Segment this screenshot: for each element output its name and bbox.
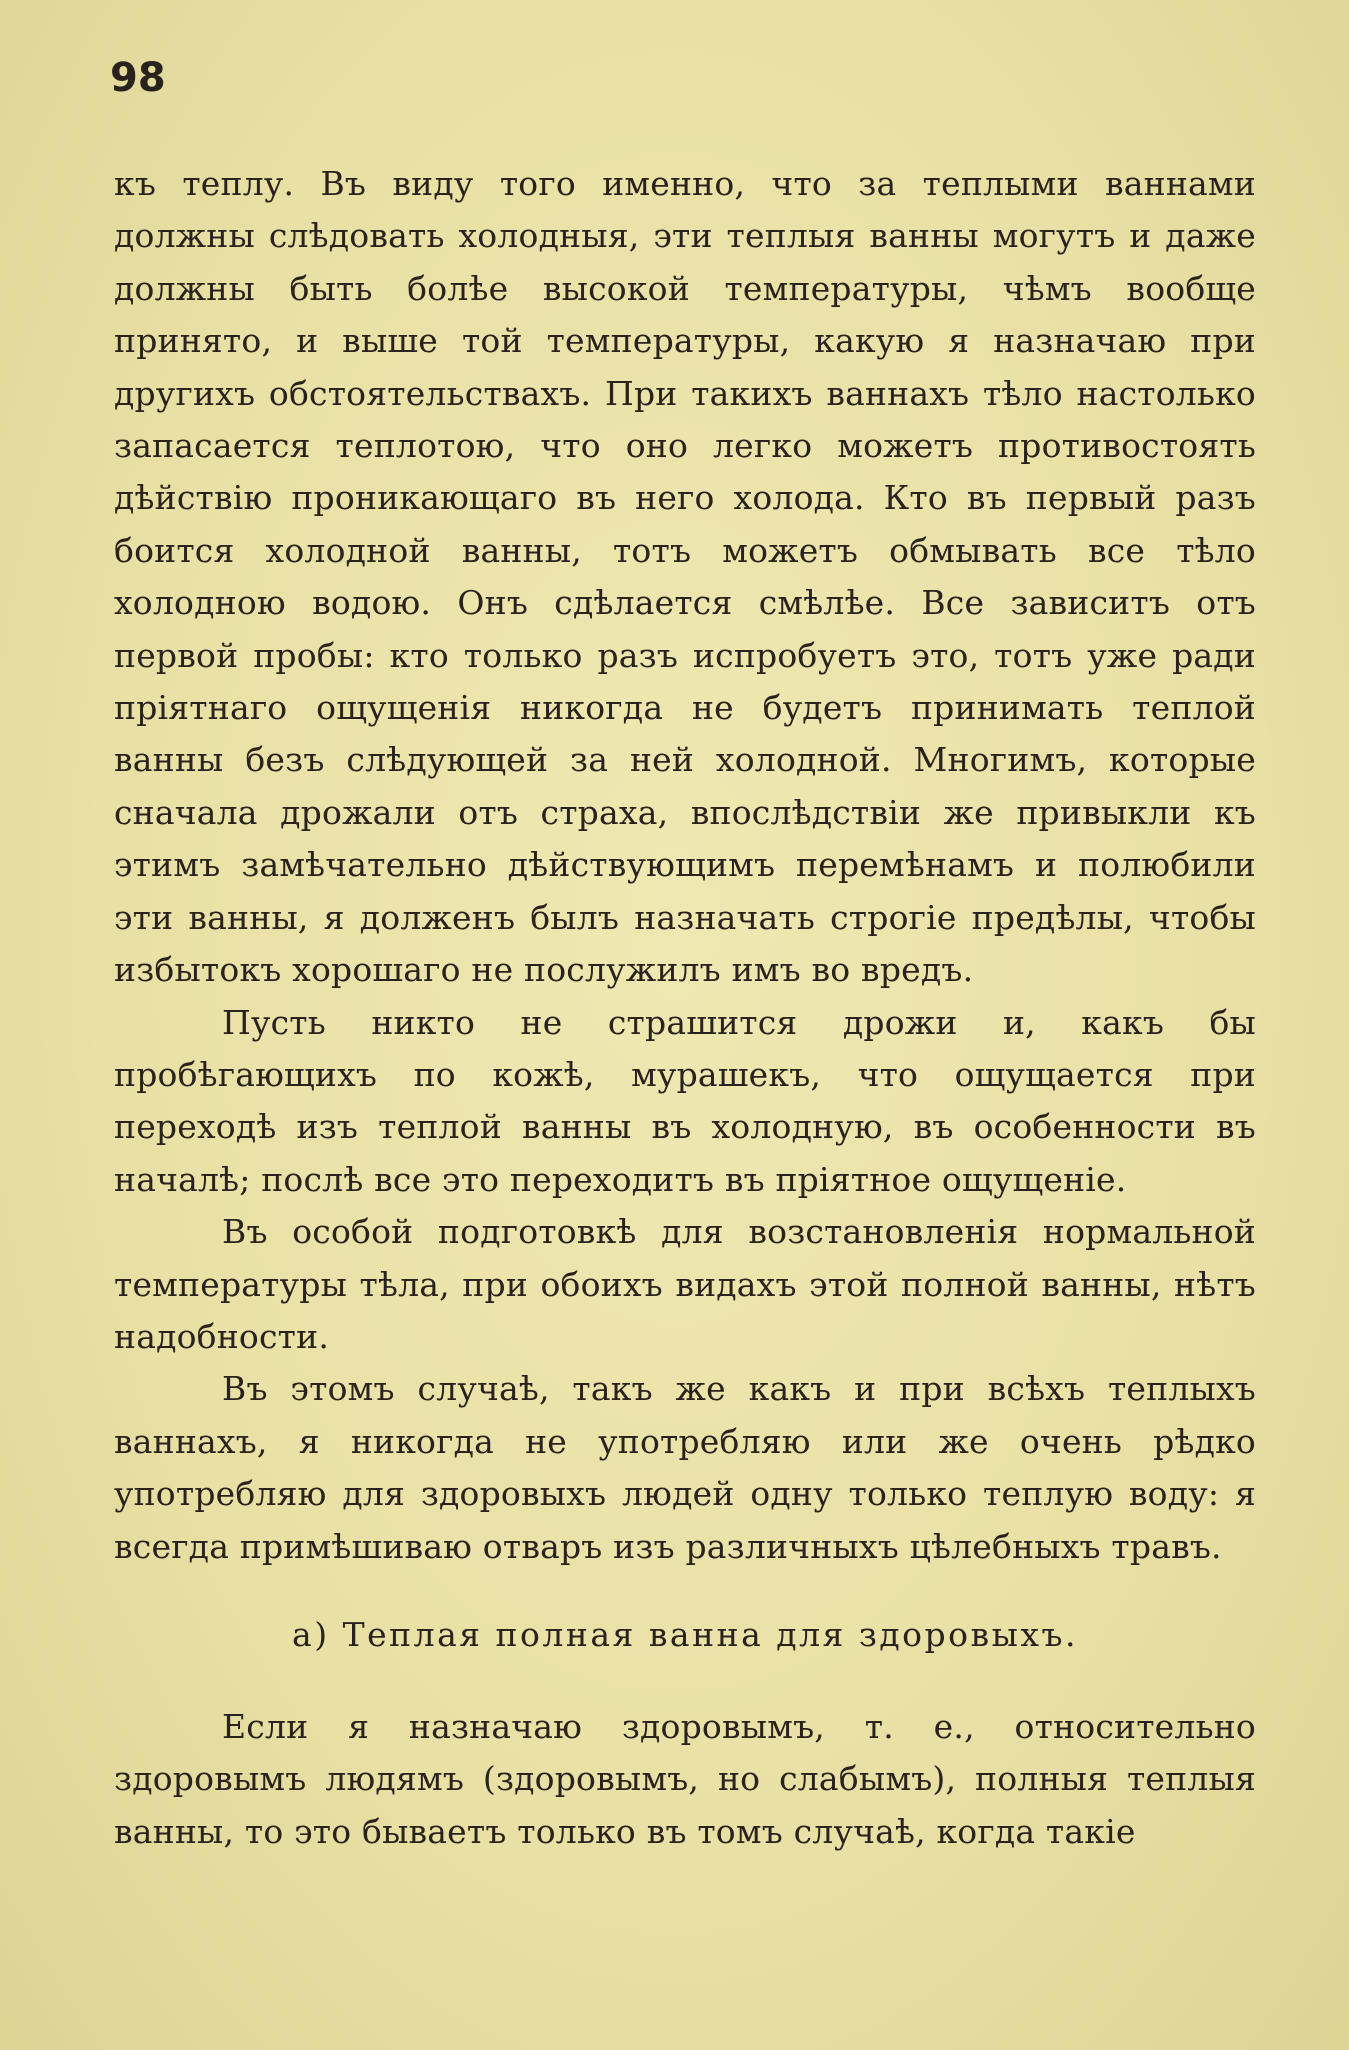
- page-number: 98: [110, 55, 166, 101]
- paragraph: Въ особой подготовкѣ для возстановленія нормальной температуры тѣла, при обоихъ видахъ этой полной ванны, нѣтъ надобности.: [114, 1212, 1256, 1356]
- paragraph: къ теплу. Въ виду того именно, что за теплыми ваннами должны слѣдовать холодныя, эти теплыя ванны могутъ и даже должны быть болѣе высокой температуры, чѣмъ вообще принято, и выше той температуры, какую я назначаю при другихъ обстоятельствахъ. При такихъ ваннахъ тѣло настолько запасается теплотою, что оно легко можетъ противостоять дѣйствію проникающаго въ него холода. Кто въ первый разъ боится холодной ванны, тотъ можетъ обмывать все тѣло холодною водою. Онъ сдѣлается смѣлѣе. Все зависитъ отъ первой пробы: кто только разъ испробуетъ это, тотъ уже ради пріятнаго ощущенія никогда не будетъ принимать теплой ванны безъ слѣдующей за ней холодной. Многимъ, которые сначала дрожали отъ страха, впослѣдствіи же привыкли къ этимъ замѣчательно дѣйствующимъ перемѣнамъ и полюбили эти ванны, я долженъ былъ назначать строгіе предѣлы, чтобы избытокъ хорошаго не послужилъ имъ во вредъ.: [114, 164, 1256, 990]
- body-text: [114, 158, 1256, 1858]
- paragraph: Въ этомъ случаѣ, такъ же какъ и при всѣхъ теплыхъ ваннахъ, я никогда не употребляю или же очень рѣдко употребляю для здоровыхъ людей одну только теплую воду: я всегда примѣшиваю отваръ изъ различныхъ цѣлебныхъ травъ.: [114, 1369, 1256, 1566]
- section-heading: а) Теплая полная ванна для здоровыхъ.: [292, 1614, 1078, 1654]
- paragraph: Если я назначаю здоровымъ, т. е., относительно здоровымъ людямъ (здоровымъ, но слабымъ), полныя теплыя ванны, то это бываетъ только въ томъ случаѣ, когда такіе: [114, 1706, 1256, 1851]
- paragraph: Пусть никто не страшится дрожи и, какъ бы пробѣгающихъ по кожѣ, мурашекъ, что ощущается при переходѣ изъ теплой ванны въ холодную, въ особенности въ началѣ; послѣ все это переходитъ въ пріятное ощущеніе.: [114, 1002, 1256, 1199]
